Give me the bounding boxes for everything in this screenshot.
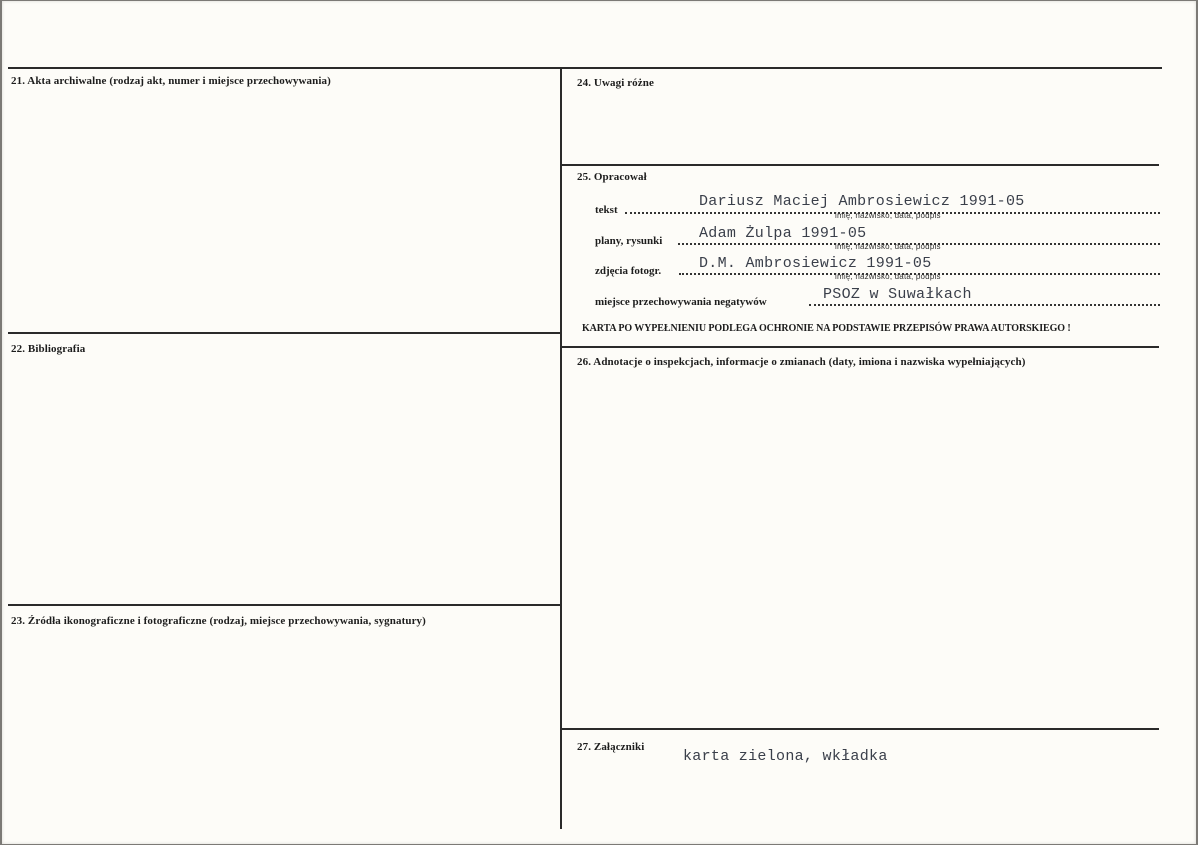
negatywy-value: PSOZ w Suwałkach xyxy=(823,286,972,303)
center-divider xyxy=(560,67,562,829)
zdjecia-label: zdjęcia fotogr. xyxy=(595,265,662,277)
section-27-label: 27. Załączniki xyxy=(577,741,645,753)
zdjecia-sublabel: imię, nazwisko, data, podpis xyxy=(835,272,941,281)
divider-25-26 xyxy=(562,346,1159,348)
section-23-label: 23. Źródła ikonograficzne i fotograficzne (rodzaj, miejsce przechowywania, sygnatury) xyxy=(11,615,426,627)
inventory-card xyxy=(2,1,1196,844)
plany-value: Adam Żulpa 1991-05 xyxy=(699,225,867,242)
section-24-label: 24. Uwagi różne xyxy=(577,77,654,89)
divider-21-22 xyxy=(8,332,561,334)
top-rule xyxy=(8,67,1162,69)
tekst-value: Dariusz Maciej Ambrosiewicz 1991-05 xyxy=(699,193,1025,210)
zalaczniki-value: karta zielona, wkładka xyxy=(683,748,888,765)
section-25-label: 25. Opracował xyxy=(577,171,647,183)
zdjecia-value: D.M. Ambrosiewicz 1991-05 xyxy=(699,255,932,272)
divider-26-27 xyxy=(562,728,1159,730)
plany-label: plany, rysunki xyxy=(595,235,663,247)
tekst-sublabel: imię, nazwisko, data, podpis xyxy=(835,211,941,220)
section-26-label: 26. Adnotacje o inspekcjach, informacje o zmianach (daty, imiona i nazwiska wypełniających) xyxy=(577,356,1026,368)
divider-24-25 xyxy=(562,164,1159,166)
section-22-label: 22. Bibliografia xyxy=(11,343,86,355)
tekst-label: tekst xyxy=(595,204,618,216)
negatywy-label: miejsce przechowywania negatywów xyxy=(595,296,767,308)
copyright-warning: KARTA PO WYPEŁNIENIU PODLEGA OCHRONIE NA PODSTAWIE PRZEPISÓW PRAWA AUTORSKIEGO ! xyxy=(582,323,1071,334)
section-21-label: 21. Akta archiwalne (rodzaj akt, numer i miejsce przechowywania) xyxy=(11,75,331,87)
negatywy-dotted-line xyxy=(809,304,1160,306)
plany-sublabel: imię, nazwisko, data, podpis xyxy=(835,242,941,251)
divider-22-23 xyxy=(8,604,561,606)
